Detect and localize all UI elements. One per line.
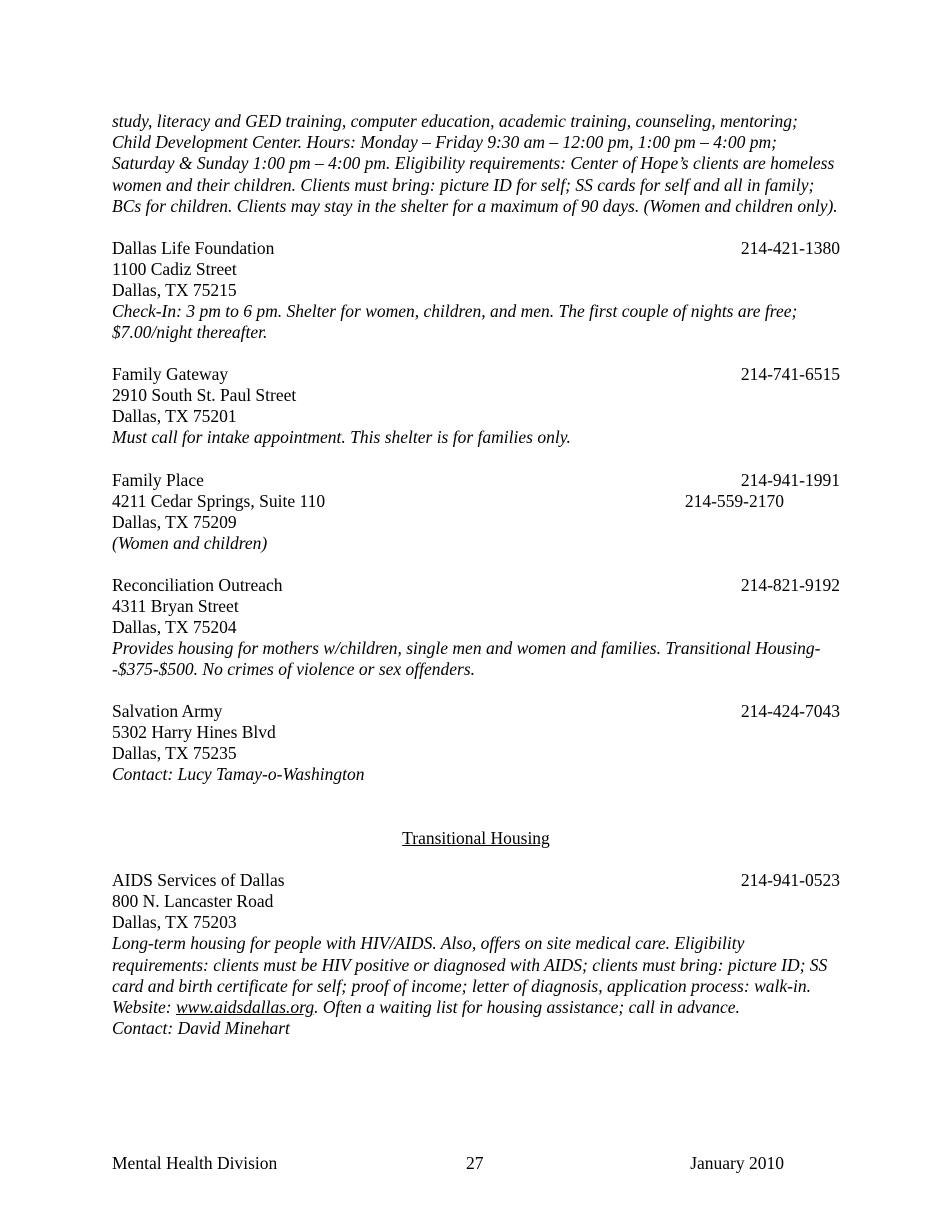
footer-division: Mental Health Division <box>112 1153 278 1173</box>
listing-phone: 214-741-6515 <box>740 364 840 385</box>
listing-phone: 214-821-9192 <box>740 574 840 595</box>
listing-address-line1: 4311 Bryan Street <box>112 595 239 616</box>
listing-phone: 214-424-7043 <box>740 701 840 722</box>
listing-header <box>112 575 840 596</box>
listing-note: Must call for intake appointment. This shelter is for families only. <box>112 427 571 448</box>
listing-address-line1: 5302 Harry Hines Blvd <box>112 722 276 743</box>
listing-header <box>112 364 840 385</box>
listing-header <box>112 870 840 891</box>
listing-phone: 214-421-1380 <box>740 238 840 259</box>
listing-address-line1: 1100 Cadiz Street <box>112 259 237 280</box>
listing-address-line2: Dallas, TX 75203 <box>112 912 237 933</box>
listing-address-line2: Dallas, TX 75209 <box>112 511 237 532</box>
listing-name: Reconciliation Outreach <box>112 574 283 595</box>
intro-paragraph: study, literacy and GED training, computer education, academic training, counseling, mentoring; Child Development Center. Hours: Monday – Friday 9:30 am – 12:00 pm, 1:00 pm – 4:00 pm; Saturday & Sunday 1:00 pm – 4:00 pm. Eligibility requirements: Center of Hope’s clients are homeless women and their children. Clients must bring: picture ID for self; SS cards for self and all in family; BCs for children. Clients may stay in the shelter for a maximum of 90 days. (Women and children only). <box>112 111 838 216</box>
listing-family-gateway <box>112 364 840 448</box>
listing-header <box>112 238 840 259</box>
listing-contact: Contact: David Minehart <box>112 1018 290 1039</box>
listing-note: Provides housing for mothers w/children, single men and women and families. Transitional Housing--$375-$500. No crimes of violence or sex offenders. <box>112 637 821 680</box>
listing-note: (Women and children) <box>112 532 268 553</box>
listing-name: Salvation Army <box>112 701 223 722</box>
footer-page-number: 27 <box>466 1153 484 1173</box>
listing-note: Check-In: 3 pm to 6 pm. Shelter for women, children, and men. The first couple of nights are free; $7.00/night thereafter. <box>112 301 798 343</box>
listing-address-line1: 2910 South St. Paul Street <box>112 385 297 406</box>
listing-name: AIDS Services of Dallas <box>112 870 285 891</box>
listing-address-line2: Dallas, TX 75235 <box>112 743 237 764</box>
footer-date: January 2010 <box>690 1153 784 1173</box>
document-page <box>112 111 840 1039</box>
listing-aids-services-of-dallas <box>112 870 840 1039</box>
listing-salvation-army <box>112 701 840 785</box>
listing-note-text-end: . Often a waiting list for housing assistance; call in advance. <box>314 997 740 1018</box>
listing-address-row <box>112 491 840 512</box>
listing-address-line2: Dallas, TX 75201 <box>112 406 237 427</box>
listing-phone-secondary: 214-559-2170 <box>684 490 784 511</box>
listing-reconciliation-outreach <box>112 575 840 680</box>
listing-note: Contact: Lucy Tamay-o-Washington <box>112 764 365 785</box>
listing-name: Family Place <box>112 469 204 490</box>
listing-address-line1: 4211 Cedar Springs, Suite 110 <box>112 490 326 511</box>
listing-name: Dallas Life Foundation <box>112 238 275 259</box>
listing-family-place <box>112 470 840 554</box>
listing-note-text: Long-term housing for people with HIV/AIDS. Also, offers on site medical care. Eligibility requirements: clients must be HIV positive or diagnosed with AIDS; clients must bring: picture ID; SS card and birth certificate for self; proof of income; letter of diagnosis, application process: walk-in. Website: <box>112 933 828 1018</box>
page-footer <box>112 1153 784 1174</box>
listing-phone: 214-941-0523 <box>740 870 840 891</box>
listing-dallas-life-foundation <box>112 238 840 343</box>
listing-phone: 214-941-1991 <box>740 469 840 490</box>
listing-note <box>112 933 840 1018</box>
section-heading-transitional-housing: Transitional Housing <box>402 828 550 849</box>
listing-name: Family Gateway <box>112 364 229 385</box>
listing-address-line2: Dallas, TX 75215 <box>112 280 237 301</box>
listing-header <box>112 470 840 491</box>
listing-address-line2: Dallas, TX 75204 <box>112 616 237 637</box>
website-link[interactable]: www.aidsdallas.org <box>176 997 315 1018</box>
listing-header <box>112 701 840 722</box>
listing-address-line1: 800 N. Lancaster Road <box>112 891 274 912</box>
